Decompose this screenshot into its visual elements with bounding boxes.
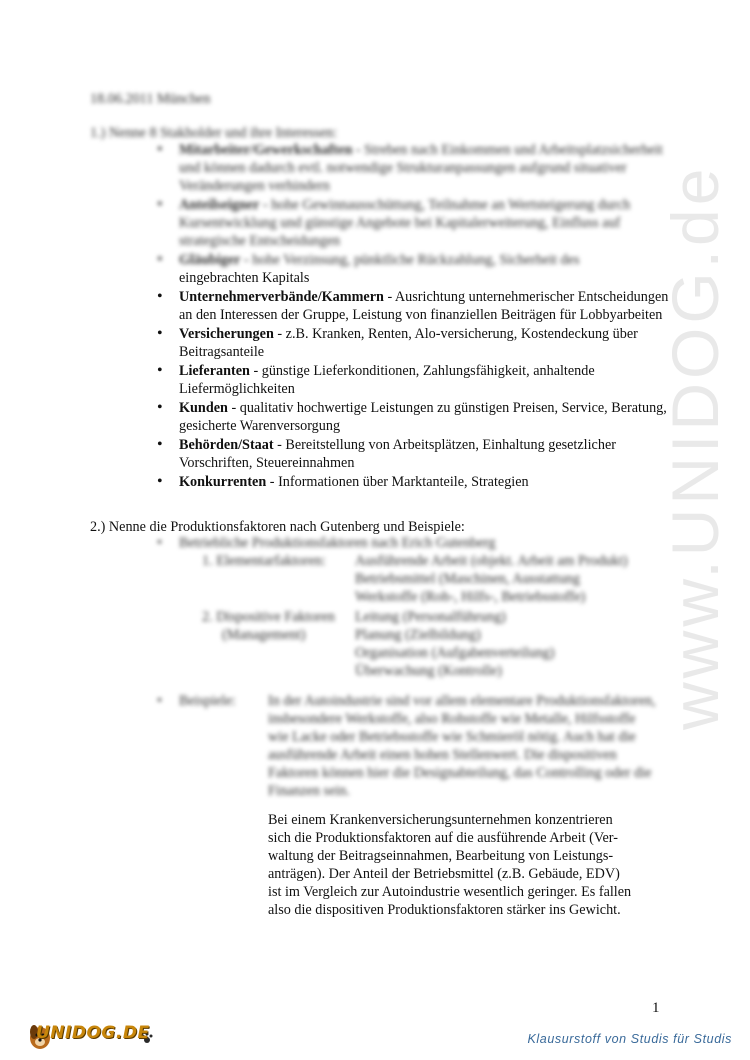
- factors-heading: Betriebliche Produktionsfaktoren nach Erich Gutenberg: [179, 535, 496, 551]
- stakeholder-text: - Informationen über Marktanteile, Strategien: [266, 474, 529, 490]
- bullet-icon: •: [157, 473, 163, 490]
- watermark: www.UNIDOG.de: [658, 164, 732, 730]
- factor-entry: Werkstoffe (Roh-, Hilfs-, Betriebsstoffe): [355, 589, 586, 605]
- stakeholder-text: - Bereitstellung von Arbeitsplätzen, Einhaltung gesetzlicher Vorschriften, Steuereinnahmen: [179, 437, 616, 471]
- paragraph-line: waltung der Beitragseinnahmen, Bearbeitung von Leistungs-: [268, 848, 614, 864]
- list-item: [155, 362, 675, 398]
- list-item: [155, 288, 675, 324]
- stakeholder-term: Kunden: [179, 400, 228, 416]
- stakeholder-term: Konkurrenten: [179, 474, 267, 490]
- paragraph-line: anträgen). Der Anteil der Betriebsmittel (z.B. Gebäude, EDV): [268, 866, 620, 882]
- list-item: [155, 473, 675, 491]
- factor-entry: Ausführende Arbeit (objekt. Arbeit am Produkt): [355, 553, 628, 569]
- factor-entry: Betriebsmittel (Maschinen, Ausstattung: [355, 571, 580, 587]
- factor-group-label: 2. Dispositive Faktoren: [202, 609, 335, 625]
- insurance-paragraph: [268, 811, 663, 919]
- page-number: 1: [652, 1000, 660, 1016]
- stakeholder-list: [155, 141, 675, 492]
- question-1: 1.) Nenne 8 Stakholder und ihre Interessen:: [90, 125, 338, 141]
- paragraph-line: Bei einem Krankenversicherungsunternehmen konzentrieren: [268, 812, 613, 828]
- stakeholder-text: - qualitativ hochwertige Leistungen zu günstigen Preisen, Service, Beratung, gesicherte Warenversorgung: [179, 400, 667, 434]
- stakeholder-term: Unternehmerverbände/Kammern: [179, 289, 384, 305]
- question-2: 2.) Nenne die Produktionsfaktoren nach Gutenberg und Beispiele:: [90, 519, 465, 535]
- stakeholder-text-tail: eingebrachten Kapitals: [179, 270, 310, 286]
- list-item: [155, 196, 675, 250]
- list-item: [155, 399, 675, 435]
- list-item: [155, 141, 675, 195]
- bullet-icon: •: [157, 399, 163, 416]
- bullet-icon: •: [157, 693, 162, 709]
- stakeholder-term: Anteilseigner: [179, 197, 260, 213]
- list-item: [155, 251, 675, 287]
- bullet-icon: •: [157, 535, 162, 551]
- footer-tagline: Klausurstoff von Studis für Studis: [527, 1032, 732, 1046]
- examples-label: Beispiele:: [179, 693, 236, 709]
- bullet-icon: •: [157, 141, 163, 158]
- stakeholder-text: - Ausrichtung unternehmerischer Entscheidungen an den Interessen der Gruppe, Leistung von finanziellen Beiträgen für Lobbyarbeiten: [179, 289, 669, 323]
- factor-entry: Leitung (Personalführung): [355, 609, 506, 625]
- stakeholder-text: - Streben nach Einkommen und Arbeitsplatzsicherheit und können dadurch evtl. notwendige Strukturanpassungen aufgrund situativer Veränderungen verhindern: [179, 142, 663, 194]
- bullet-icon: •: [157, 436, 163, 453]
- list-item: [155, 325, 675, 361]
- paragraph-line: also die dispositiven Produktionsfaktoren stärker ins Gewicht.: [268, 902, 621, 918]
- list-item: [155, 436, 675, 472]
- date-line: 18.06.2011 München: [90, 91, 211, 107]
- bullet-icon: •: [157, 196, 163, 213]
- examples-text: In der Autoindustrie sind vor allem elementare Produktionsfaktoren, insbesondere Werkstoffe, also Rohstoffe wie Metalle, Hilfsstoffe wie Lacke oder Betriebsstoffe wie Schmieröl nötig. Auch hat die ausführende Arbeit einen hohen Stellenwert. Die dispositiven Faktoren können hier die Designabteilung, das Controlling oder die Finanzen sein.: [268, 693, 656, 799]
- paragraph-line: ist im Vergleich zur Autoindustrie wesentlich geringer. Es fallen: [268, 884, 632, 900]
- factor-group-sublabel: (Management): [222, 627, 306, 643]
- stakeholder-term: Behörden/Staat: [179, 437, 274, 453]
- stakeholder-term: Versicherungen: [179, 326, 274, 342]
- bullet-icon: •: [157, 325, 163, 342]
- stakeholder-text: - z.B. Kranken, Renten, Alo-versicherung, Kostendeckung über Beitragsanteile: [179, 326, 638, 360]
- factor-entry: Planung (Zielbildung): [355, 627, 481, 643]
- factor-group-label: 1. Elementarfaktoren:: [202, 553, 326, 569]
- bullet-icon: •: [157, 288, 163, 305]
- production-factors: [155, 534, 655, 679]
- paragraph-line: sich die Produktionsfaktoren auf die ausführende Arbeit (Ver-: [268, 830, 618, 846]
- logo-text: UNIDOG.DE: [36, 1023, 150, 1043]
- factor-entry: Überwachung (Kontrolle): [355, 663, 502, 679]
- factor-entry: Organisation (Aufgabenverteilung): [355, 645, 555, 661]
- stakeholder-text: - günstige Lieferkonditionen, Zahlungsfähigkeit, anhaltende Liefermöglichkeiten: [179, 363, 595, 397]
- bullet-icon: •: [157, 251, 163, 268]
- stakeholder-term: Lieferanten: [179, 363, 250, 379]
- stakeholder-text: - hohe Verzinsung, pünktliche Rückzahlung, Sicherheit des: [240, 252, 580, 268]
- stakeholder-term: Gläubiger: [179, 252, 241, 268]
- stakeholder-text: - hohe Gewinnausschüttung, Teilnahme an Wertsteigerung durch Kursentwicklung und günstige Angebote bei Kapitalerweiterung, Einfluss auf strategische Entscheidungen: [179, 197, 631, 249]
- bullet-icon: •: [157, 362, 163, 379]
- stakeholder-term: Mitarbeiter/Gewerkschaften: [179, 142, 353, 158]
